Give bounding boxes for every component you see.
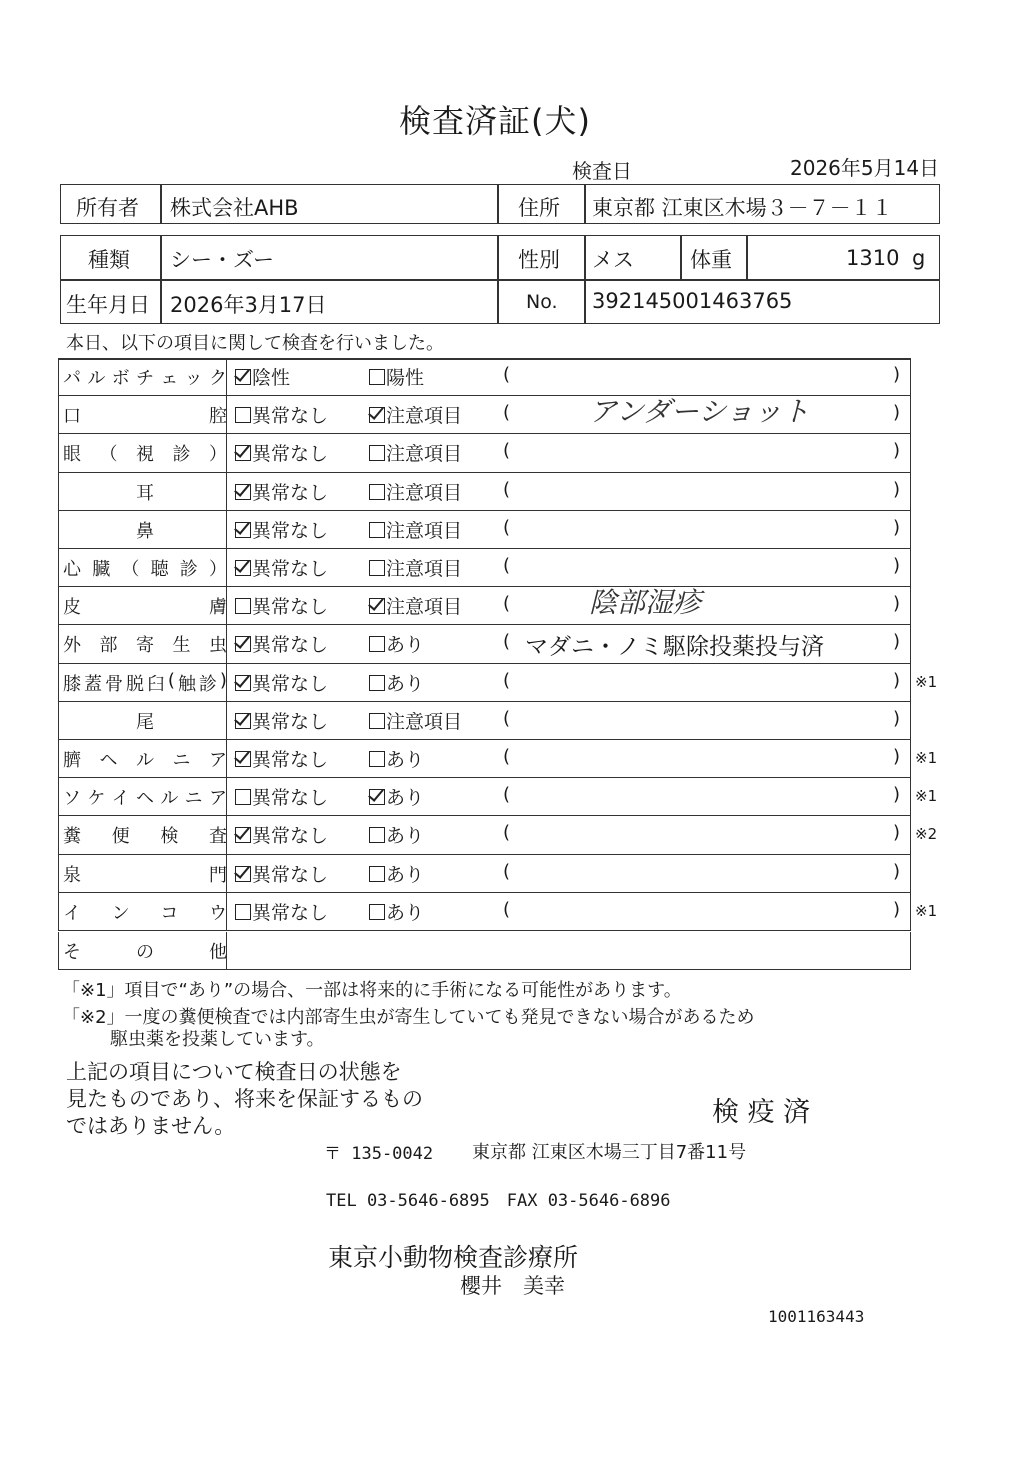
exam-option-label: 異常なし — [252, 672, 329, 695]
checked-box-icon[interactable] — [369, 789, 385, 805]
exam-option-label: 異常なし — [252, 634, 329, 657]
exam-item-label-char: 査 — [208, 826, 227, 848]
checked-box-icon[interactable] — [235, 675, 251, 691]
exam-option-label: 異常なし — [252, 710, 329, 733]
note-paren-close: ) — [893, 516, 901, 538]
exam-item-label — [63, 899, 227, 925]
note-paren-open: ( — [503, 402, 511, 424]
exam-row-sep — [226, 358, 227, 395]
exam-option-attention[interactable] — [369, 554, 462, 581]
exam-row — [58, 778, 938, 816]
exam-option-label: 異常なし — [252, 863, 329, 886]
exam-option-attention[interactable] — [369, 630, 424, 657]
checked-box-icon[interactable] — [369, 407, 385, 423]
exam-option-normal[interactable] — [235, 478, 328, 505]
note-paren-open: ( — [503, 669, 511, 691]
exam-row — [58, 587, 911, 625]
doctor-name: 櫻井 美幸 — [460, 1274, 565, 1298]
exam-item-label — [63, 631, 227, 657]
exam-item-label-char: 眼 — [63, 444, 81, 466]
exam-row-sep — [226, 778, 227, 815]
clinic-name: 東京小動物検査診療所 — [328, 1243, 579, 1272]
exam-item-label-char: ） — [208, 559, 227, 580]
exam-option-normal[interactable] — [235, 592, 328, 619]
animal-col-divider-4 — [680, 235, 682, 279]
exam-item-label-char: ) — [219, 669, 227, 691]
breed-label: 種類 — [88, 248, 130, 272]
exam-item-label — [63, 364, 227, 390]
other-sep — [226, 932, 227, 969]
exam-item-label-char: ッ — [184, 368, 203, 389]
exam-option-label: 注意項目 — [386, 519, 463, 542]
exam-option-normal[interactable] — [235, 439, 328, 466]
note-paren-open: ( — [503, 860, 511, 882]
owner-cell-divider — [160, 184, 162, 224]
breed-value: シー・ズー — [170, 248, 274, 272]
exam-row — [58, 893, 938, 931]
checked-box-icon[interactable] — [235, 751, 251, 767]
exam-option-normal[interactable] — [235, 630, 328, 657]
exam-option-normal[interactable] — [235, 363, 290, 390]
clinic-address: 東京都 江東区木場三丁目7番11号 — [472, 1142, 747, 1163]
exam-item-label-char: ニ — [184, 788, 203, 810]
exam-option-label: 注意項目 — [386, 405, 463, 428]
exam-option-normal[interactable] — [235, 669, 328, 696]
exam-option-attention[interactable] — [369, 745, 424, 772]
checked-box-icon[interactable] — [235, 827, 251, 843]
exam-item-label-char: ニ — [172, 750, 191, 771]
sex-label: 性別 — [518, 248, 560, 272]
exam-option-normal[interactable] — [235, 783, 328, 810]
exam-item-label-char: チ — [135, 368, 154, 389]
exam-option-label: 異常なし — [252, 901, 329, 924]
note-paren-close: ) — [893, 746, 901, 767]
exam-row-sep — [226, 587, 227, 624]
checkbox-icon[interactable] — [369, 751, 385, 767]
checkbox-icon[interactable] — [369, 445, 385, 461]
exam-item-label — [63, 555, 227, 581]
no-value: 392145001463765 — [592, 289, 793, 313]
footnote-mark: ※1 — [915, 901, 938, 920]
note-paren-close: ) — [893, 784, 901, 806]
exam-item-label-char: 鼻 — [136, 520, 154, 542]
footnote-mark: ※2 — [915, 825, 938, 844]
exam-item-label-char: ( — [167, 669, 175, 691]
note-paren-open: ( — [503, 746, 511, 767]
exam-option-label: 注意項目 — [386, 481, 463, 504]
note-paren-close: ) — [893, 440, 901, 462]
exam-option-attention[interactable] — [369, 401, 462, 428]
exam-item-label-char: ル — [136, 750, 154, 771]
owner-label: 所有者 — [76, 196, 139, 220]
exam-option-attention[interactable] — [369, 478, 462, 505]
address-cell-divider — [584, 184, 586, 224]
footnote-mark: ※1 — [915, 672, 938, 691]
exam-option-label: あり — [386, 901, 425, 924]
exam-option-label: 異常なし — [252, 825, 329, 848]
note-paren-open: ( — [503, 898, 511, 920]
exam-row-sep — [226, 816, 227, 853]
exam-row — [58, 664, 938, 702]
exam-row-sep — [226, 893, 227, 930]
exam-option-normal[interactable] — [235, 860, 328, 887]
exam-option-normal[interactable] — [235, 898, 328, 925]
disclaimer-line-3: ではありません。 — [66, 1114, 236, 1138]
exam-row-sep — [226, 625, 227, 662]
exam-item-label-char: ケ — [87, 788, 106, 810]
exam-note: 陰部湿疹 — [589, 586, 702, 620]
exam-option-attention[interactable] — [369, 363, 424, 390]
exam-option-label: 注意項目 — [386, 596, 463, 619]
document-number: 1001163443 — [768, 1307, 865, 1326]
exam-option-attention[interactable] — [369, 592, 462, 619]
exam-item-label-char: 口 — [63, 406, 81, 428]
exam-item-label-char: 生 — [172, 635, 191, 657]
exam-row-sep — [226, 664, 227, 701]
animal-col-divider-5 — [746, 235, 748, 279]
note-paren-close: ) — [893, 593, 901, 615]
postal-code: 〒 135-0042 — [324, 1144, 434, 1164]
disclaimer-line-2: 見たものであり、将来を保証するもの — [66, 1087, 423, 1111]
checked-box-icon[interactable] — [235, 484, 251, 500]
exam-option-label: 異常なし — [252, 519, 329, 542]
other-row — [58, 932, 911, 970]
exam-row-sep — [226, 511, 227, 548]
checkbox-icon[interactable] — [369, 522, 385, 538]
exam-option-label: 陰性 — [252, 367, 291, 389]
exam-item-label-char: 視 — [136, 444, 154, 466]
exam-option-attention[interactable] — [369, 821, 424, 848]
note-paren-open: ( — [503, 784, 511, 806]
exam-item-label-char: 寄 — [136, 635, 154, 657]
exam-option-normal[interactable] — [235, 554, 328, 581]
exam-option-label: あり — [386, 672, 425, 695]
weight-value: 1310 — [846, 246, 900, 270]
note-paren-close: ) — [893, 555, 901, 576]
exam-row — [58, 549, 911, 587]
sex-value: メス — [592, 248, 634, 272]
exam-item-label-char: （ — [121, 559, 140, 580]
checkbox-icon[interactable] — [369, 675, 385, 691]
exam-option-normal[interactable] — [235, 516, 328, 543]
exam-item-label-char: 検 — [160, 826, 179, 848]
exam-row — [58, 511, 911, 549]
exam-item-label-char: 便 — [111, 826, 130, 848]
checkbox-icon[interactable] — [235, 789, 251, 805]
exam-note: マダニ・ノミ駆除投薬投与済 — [525, 634, 824, 661]
note-paren-open: ( — [503, 707, 511, 729]
exam-item-label-char: 泉 — [63, 864, 81, 886]
footnote-2b: 駆虫薬を投薬しています。 — [110, 1029, 325, 1050]
exam-option-attention[interactable] — [369, 783, 424, 810]
checked-box-icon[interactable] — [235, 636, 251, 652]
exam-item-label — [63, 479, 227, 505]
footnote-2a: 「※2」一度の糞便検査では内部寄生虫が寄生していても発見できない場合があるため — [62, 1007, 755, 1028]
note-paren-close: ) — [893, 478, 901, 500]
exam-option-label: 異常なし — [252, 787, 329, 810]
checkbox-icon[interactable] — [369, 369, 385, 385]
note-paren-open: ( — [503, 516, 511, 538]
animal-col-divider-3 — [584, 235, 586, 324]
exam-row — [58, 740, 938, 778]
exam-item-label-char: ク — [208, 368, 227, 389]
weight-label: 体重 — [690, 248, 732, 272]
checkbox-icon[interactable] — [235, 407, 251, 423]
exam-row-sep — [226, 740, 227, 777]
exam-item-label — [63, 517, 227, 543]
exam-item-label-char: 膝 — [63, 673, 81, 695]
checkbox-icon[interactable] — [235, 598, 251, 614]
exam-option-normal[interactable] — [235, 707, 328, 734]
checkbox-icon[interactable] — [235, 904, 251, 920]
exam-option-label: 注意項目 — [386, 710, 463, 733]
exam-item-label-char: イ — [63, 902, 81, 924]
exam-item-label — [63, 822, 227, 848]
exam-row — [58, 625, 911, 663]
exam-item-label-char: 蓋 — [83, 673, 102, 695]
exam-item-label-char: ア — [209, 750, 227, 771]
weight-unit: g — [912, 246, 926, 270]
address-label-divider — [497, 184, 499, 224]
exam-item-label-char: ェ — [160, 368, 179, 389]
exam-item-label-char: ア — [208, 788, 227, 810]
exam-option-label: あり — [386, 749, 425, 771]
exam-item-label-char: 腔 — [209, 406, 227, 428]
exam-item-label-char: 心 — [63, 559, 81, 580]
exam-row-sep — [226, 702, 227, 739]
exam-item-label-char: ル — [87, 368, 106, 389]
exam-item-label-char: ソ — [63, 788, 81, 810]
exam-item-label-char: 膚 — [209, 597, 227, 619]
exam-item-label-char: 診 — [198, 673, 217, 695]
exam-option-attention[interactable] — [369, 669, 424, 696]
phone-fax: TEL 03-5646-6895 FAX 03-5646-6896 — [326, 1191, 671, 1211]
exam-option-label: あり — [386, 787, 425, 810]
note-paren-open: ( — [503, 478, 511, 500]
exam-option-label: あり — [386, 634, 425, 657]
exam-item-label — [63, 708, 227, 734]
note-paren-close: ) — [893, 402, 901, 424]
exam-item-label-char: 耳 — [136, 482, 154, 504]
exam-item-label-char: ル — [160, 788, 179, 810]
exam-item-label-char: コ — [160, 902, 179, 924]
footnote-1: 「※1」項目で“あり”の場合、一部は将来的に手術になる可能性があります。 — [62, 980, 682, 1001]
exam-option-label: 注意項目 — [386, 443, 463, 466]
exam-item-label — [63, 402, 227, 428]
exam-row — [58, 816, 938, 854]
checked-box-icon[interactable] — [369, 598, 385, 614]
note-paren-open: ( — [503, 631, 511, 653]
dob-value: 2026年3月17日 — [170, 293, 327, 317]
checked-box-icon[interactable] — [235, 445, 251, 461]
exam-row — [58, 473, 911, 511]
address-value: 東京都 江東区木場３－７－１１ — [592, 196, 893, 220]
exam-item-label-char: 虫 — [209, 635, 227, 657]
exam-row-sep — [226, 549, 227, 586]
exam-option-attention[interactable] — [369, 898, 424, 925]
exam-item-label-char: 臼 — [146, 673, 165, 695]
exam-option-label: あり — [386, 863, 425, 886]
other-label-char-1: そ — [63, 942, 81, 963]
note-paren-open: ( — [503, 593, 511, 615]
footnote-mark: ※1 — [915, 787, 938, 806]
dob-label: 生年月日 — [66, 293, 150, 317]
no-label: No. — [526, 291, 558, 313]
exam-option-label: 異常なし — [252, 481, 329, 504]
other-label-char-2: の — [136, 942, 154, 963]
note-paren-close: ) — [893, 822, 901, 844]
exam-option-label: 異常なし — [252, 405, 329, 428]
exam-option-normal[interactable] — [235, 401, 328, 428]
exam-row — [58, 434, 911, 472]
note-paren-close: ) — [893, 669, 901, 691]
exam-item-label-char: パ — [63, 368, 81, 389]
exam-item-label — [63, 440, 227, 466]
exam-item-label-char: （ — [99, 444, 118, 466]
exam-item-label-char: 門 — [209, 864, 227, 886]
note-paren-open: ( — [503, 822, 511, 844]
exam-item-label — [63, 784, 227, 810]
exam-item-label-char: 皮 — [63, 597, 81, 619]
note-paren-close: ) — [893, 860, 901, 882]
exam-row-sep — [226, 434, 227, 471]
owner-value: 株式会社AHB — [170, 196, 299, 220]
exam-item-label-char: 部 — [99, 635, 118, 657]
checkbox-icon[interactable] — [369, 713, 385, 729]
footnote-mark: ※1 — [915, 749, 938, 767]
exam-row — [58, 702, 911, 740]
exam-item-label-char: 臓 — [92, 559, 111, 580]
exam-option-attention[interactable] — [369, 516, 462, 543]
exam-item-label-char: 診 — [172, 444, 191, 466]
note-paren-open: ( — [503, 364, 511, 385]
note-paren-open: ( — [503, 555, 511, 576]
exam-item-label-char: 触 — [177, 673, 196, 695]
exam-item-label-char: ヘ — [135, 788, 154, 810]
note-paren-close: ) — [893, 898, 901, 920]
animal-col-divider-1 — [160, 235, 162, 324]
exam-item-label-char: 診 — [179, 559, 198, 580]
exam-option-label: 異常なし — [252, 596, 329, 619]
exam-item-label-char: 糞 — [63, 826, 81, 848]
quarantine-stamp: 検 疫 済 — [712, 1097, 811, 1128]
exam-item-label — [63, 861, 227, 887]
checked-box-icon[interactable] — [235, 522, 251, 538]
exam-option-label: あり — [386, 825, 425, 848]
exam-item-label-char: 聴 — [150, 559, 169, 580]
exam-option-normal[interactable] — [235, 821, 328, 848]
exam-row-sep — [226, 473, 227, 510]
exam-item-label-char: ウ — [208, 902, 227, 924]
exam-item-label-char: 骨 — [104, 673, 123, 695]
other-label-char-3: 他 — [209, 942, 227, 963]
checkbox-icon[interactable] — [369, 866, 385, 882]
checked-box-icon[interactable] — [235, 866, 251, 882]
exam-item-label-char: 尾 — [136, 711, 154, 733]
checkbox-icon[interactable] — [369, 560, 385, 576]
exam-item-label — [63, 746, 227, 772]
exam-item-label-char: イ — [111, 788, 130, 810]
exam-row — [58, 855, 911, 893]
exam-row-sep — [226, 396, 227, 433]
exam-item-label-char: 臍 — [63, 750, 81, 771]
exam-item-label-char: 外 — [63, 635, 81, 657]
exam-option-label: 異常なし — [252, 749, 329, 771]
intro-text: 本日、以下の項目に関して検査を行いました。 — [66, 333, 444, 354]
exam-item-label-char: 脱 — [125, 673, 144, 695]
checkbox-icon[interactable] — [369, 827, 385, 843]
checked-box-icon[interactable] — [235, 713, 251, 729]
exam-option-label: 陽性 — [386, 367, 425, 389]
exam-date-label: 検査日 — [572, 159, 632, 183]
exam-option-normal[interactable] — [235, 745, 328, 772]
animal-row-divider — [60, 279, 940, 281]
exam-option-attention[interactable] — [369, 707, 462, 734]
exam-item-label-char: ヘ — [99, 750, 118, 771]
animal-col-divider-2 — [497, 235, 499, 324]
exam-item-label-char: ン — [111, 902, 130, 924]
checkbox-icon[interactable] — [369, 484, 385, 500]
note-paren-close: ) — [893, 631, 901, 653]
disclaimer-line-1: 上記の項目について検査日の状態を — [66, 1060, 402, 1084]
checked-box-icon[interactable] — [235, 369, 251, 385]
checkbox-icon[interactable] — [369, 904, 385, 920]
exam-item-label — [63, 593, 227, 619]
other-label — [63, 938, 227, 964]
exam-option-attention[interactable] — [369, 860, 424, 887]
page-title: 検査済証(犬) — [399, 102, 591, 140]
exam-note: アンダーショット — [589, 395, 810, 429]
exam-item-label — [63, 670, 227, 696]
exam-option-label: 注意項目 — [386, 558, 463, 580]
exam-item-label-char: ） — [209, 444, 227, 466]
address-label: 住所 — [518, 196, 560, 220]
exam-item-label-char: ボ — [111, 368, 130, 389]
note-paren-close: ) — [893, 707, 901, 729]
note-paren-close: ) — [893, 364, 901, 385]
checked-box-icon[interactable] — [235, 560, 251, 576]
exam-option-label: 異常なし — [252, 558, 329, 580]
checkbox-icon[interactable] — [369, 636, 385, 652]
exam-date: 2026年5月14日 — [790, 156, 940, 180]
note-paren-open: ( — [503, 440, 511, 462]
exam-option-attention[interactable] — [369, 439, 462, 466]
exam-row-sep — [226, 855, 227, 892]
exam-option-label: 異常なし — [252, 443, 329, 466]
exam-row — [58, 396, 911, 434]
